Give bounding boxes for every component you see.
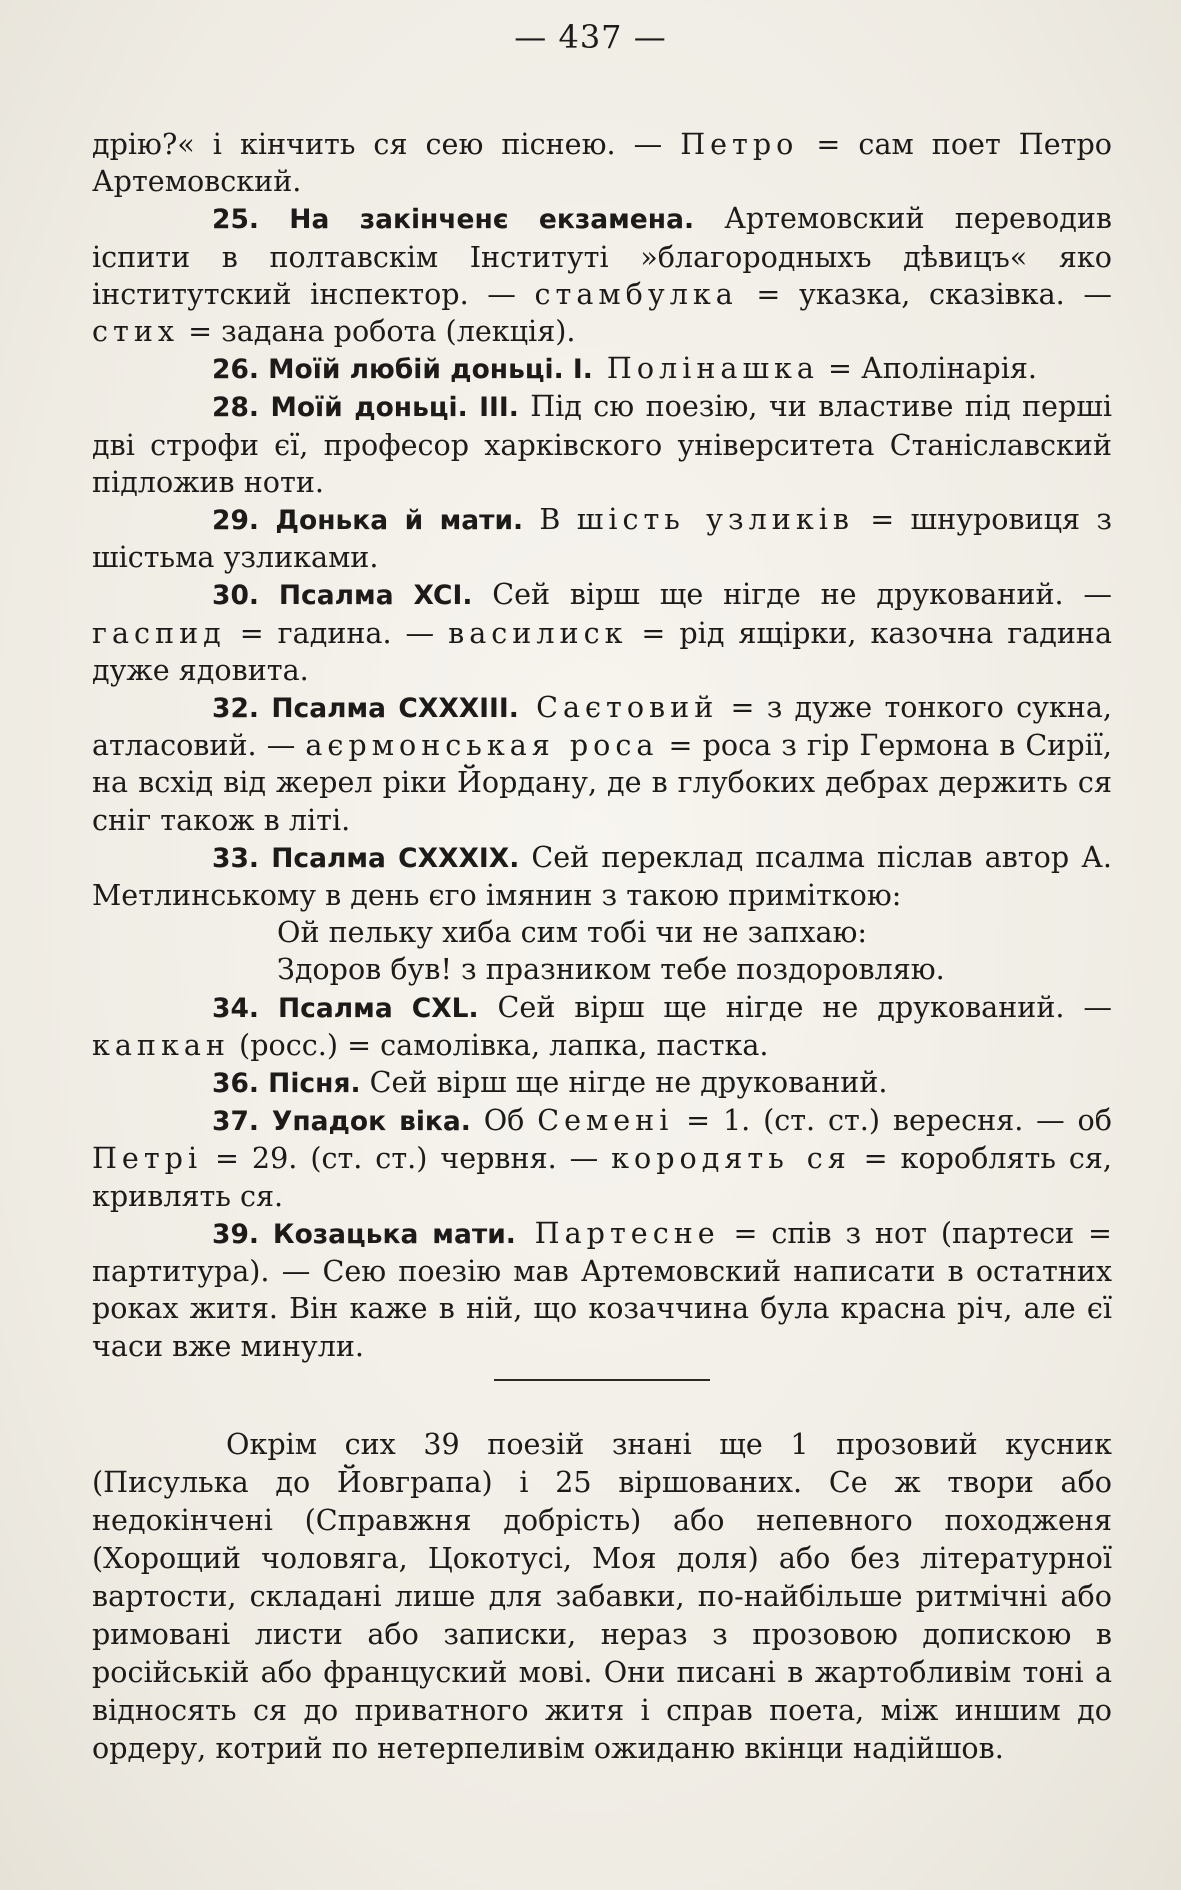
- entry-39-text-b: = спів з нот (партеси = партитура). — Сею поезію мав Артемовский написати в остатних роках житя. Він каже в ній, що козаччина була красна річ, але єї часи вже минули.: [92, 1215, 1112, 1363]
- entry-33: [92, 839, 1112, 914]
- entry-29-term: шість узликів: [576, 502, 854, 537]
- entry-25-text-e: = задана робота (лекція).: [179, 314, 576, 349]
- entry-25-heading: 25. На закінченє екзамена.: [212, 204, 695, 236]
- intro-text-c: = сам поет Петро Артемовский.: [92, 127, 1112, 199]
- entry-26-text-b: = Аполінарія.: [818, 351, 1038, 386]
- entry-32-heading: 32. Псалма CXXXIII.: [212, 693, 519, 725]
- entry-30-term-vasylysk: василиск: [448, 615, 628, 650]
- entry-28-text: Під сю поезію, чи властиве під перші дві строфи єї, професор харківского університета Станіславский підложив ноти.: [92, 389, 1113, 499]
- entry-39-term: Партесне: [515, 1215, 720, 1250]
- entry-32-text-d: = роса з гір Гермона в Сирії, на всхід від жерел ріки Йордану, де в глубоких дебрах держить ся сніг також в літі.: [92, 728, 1113, 837]
- entry-26: [92, 350, 1112, 388]
- entry-26-heading: 26. Моїй любій доньці. I.: [212, 354, 593, 386]
- entry-33-verse-line-1: Ой пельку хиба сим тобі чи не запхаю:: [277, 915, 868, 950]
- entry-29-text-c: = шнуровиця з шістьма узликами.: [92, 502, 1112, 575]
- section-divider: [494, 1379, 710, 1381]
- entry-28-heading: 28. Моїй доньці. III.: [212, 392, 519, 424]
- intro-paragraph: [92, 126, 1112, 200]
- entry-34-term: капкан: [92, 1027, 230, 1062]
- entry-25: [92, 200, 1112, 350]
- entry-28: [92, 388, 1112, 501]
- entry-39: [92, 1215, 1112, 1365]
- entry-32-term-saietovyi: Саєтовий: [518, 690, 719, 725]
- entry-25-text-c: = указка, сказівка. —: [737, 276, 1112, 311]
- entry-26-term: Полінашка: [592, 351, 819, 386]
- entry-34-text-a: Сей вірш ще нігде не друкований. —: [478, 989, 1112, 1024]
- entry-30-heading: 30. Псалма XCI.: [212, 580, 473, 612]
- entry-37-heading: 37. Упадок віка.: [212, 1106, 471, 1138]
- entry-37: [92, 1102, 1112, 1215]
- closing-section: [92, 1425, 1112, 1767]
- entry-37-text-e: = 29. (ст. ст.) червня. —: [202, 1141, 612, 1176]
- entry-25-term-stambulka: стамбулка: [534, 276, 738, 311]
- entry-36-text: Сей вірш ще нігде не друкований.: [360, 1065, 888, 1100]
- entry-37-text-g: = короблять ся, кривлять ся.: [92, 1141, 1113, 1213]
- page-body: [92, 126, 1112, 1767]
- intro-text-a: дрію?« і кінчить ся сею піснею. —: [92, 127, 681, 161]
- entry-37-term-semeni: Семені: [537, 1103, 674, 1138]
- entry-29-heading: 29. Донька й мати.: [212, 505, 524, 537]
- page-number: — 437 —: [514, 18, 667, 56]
- entry-33-heading: 33. Псалма CXXXIX.: [212, 842, 520, 874]
- entry-37-term-korodiat: кородять ся: [611, 1141, 851, 1176]
- entry-30-text-a: Сей вірш ще нігде не друкований. —: [472, 577, 1112, 612]
- entry-32-term-roса: аєрмонськая роса: [305, 728, 659, 763]
- entry-32-text-b: = з дуже тонкого сукна, атласовий. —: [92, 690, 1112, 763]
- entry-25-term-stykh: стих: [92, 314, 180, 349]
- entry-30: [92, 576, 1112, 689]
- entry-34: [92, 989, 1112, 1064]
- entry-32: [92, 689, 1112, 839]
- entry-30-text-e: = рід ящірки, казочна гадина дуже ядовита.: [92, 615, 1112, 687]
- entry-33-text: Сей переклад псалма післав автор А. Метлинському в день єго імянин з такою приміткою:: [92, 839, 1112, 913]
- entry-36-heading: 36. Пісня.: [212, 1068, 361, 1100]
- entry-37-text-c: = 1. (ст. ст.) вересня. — об: [673, 1103, 1112, 1138]
- closing-paragraph: Окрім сих 39 поезій знані ще 1 прозовий кусник (Писулька до Йовграпа) і 25 віршованих. Се ж твори або недокінчені (Справжня добрість) або непевного походженя (Хорощий чоловяга, Цокотусі, Моя доля) або без літературної вартости, складані лише для забавки, по-найбільше ритмічні або римовані листи або записки, нераз з прозовою допискою в російській або француский мові. Они писані в жартобливім тоні а відносять ся до приватного житя і справ поета, між иншим до ордеру, котрий по нетерпеливім ожиданю вкінци надійшов.: [92, 1426, 1112, 1765]
- entry-34-heading: 34. Псалма CXL.: [212, 992, 479, 1024]
- intro-spaced-term: Петро: [680, 127, 799, 161]
- entry-37-text-a: Об: [470, 1103, 538, 1138]
- entry-37-term-petri: Петрі: [92, 1141, 203, 1176]
- entry-29: [92, 501, 1112, 576]
- entry-29-text-a: В: [523, 502, 577, 537]
- entry-33-verse-line-2: Здоров був! з празником тебе поздоровляю.: [277, 952, 945, 987]
- entry-30-term-gaspyd: гаспид: [92, 615, 226, 650]
- entry-30-text-c: = гадина. —: [225, 615, 449, 650]
- entry-36: [92, 1064, 1112, 1102]
- entry-25-text-a: Артемовский переводив іспити в полтавскім Інституті »благородныхъ дѣвицъ« яко інститутский інспектор. —: [92, 201, 1112, 311]
- entry-34-text-c: (росс.) = самолівка, лапка, пастка.: [229, 1027, 769, 1062]
- entry-39-heading: 39. Козацька мати.: [212, 1218, 516, 1250]
